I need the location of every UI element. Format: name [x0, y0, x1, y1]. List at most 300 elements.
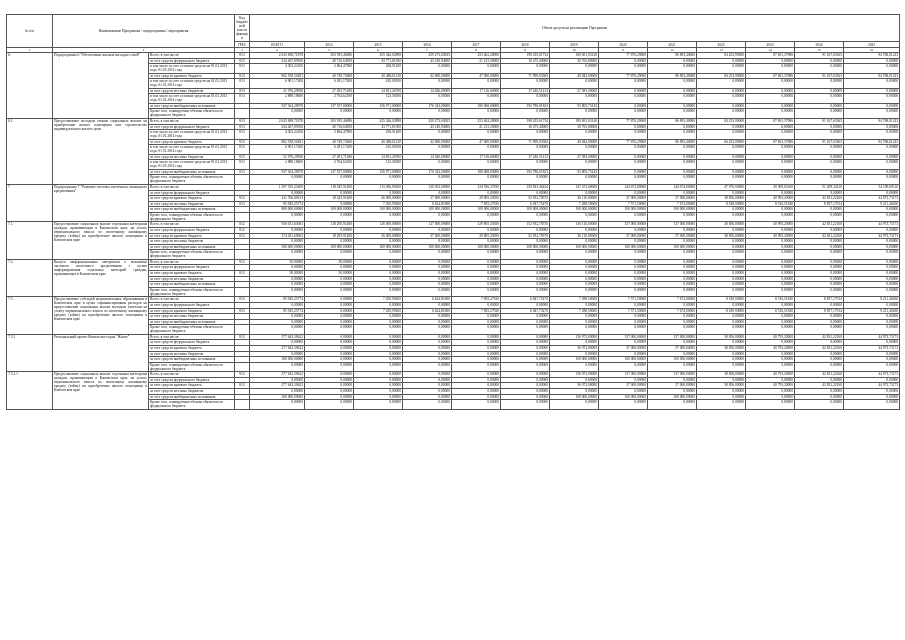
- year-value: 0,00000: [795, 94, 844, 104]
- year-value: 0,00000: [305, 212, 354, 222]
- year-value: 0,00000: [746, 228, 795, 234]
- year-value: 0,00000: [844, 58, 900, 64]
- year-value: 0,00000: [697, 154, 746, 160]
- total-value: 0,00000: [250, 109, 305, 119]
- funding-source-label: за счет средств внебюджетных источников: [149, 357, 235, 363]
- year-value: 51 209,32410: [795, 184, 844, 190]
- year-value: 0,00000: [844, 271, 900, 277]
- year-value: 0,00000: [599, 190, 648, 196]
- total-value: 0,00000: [250, 175, 305, 185]
- year-value: 52 932,78570: [501, 196, 550, 202]
- year-value: 0,00000: [501, 319, 550, 325]
- year-value: 0,00000: [746, 287, 795, 297]
- year-value: 0,00000: [403, 64, 452, 74]
- year-value: 0,00000: [452, 287, 501, 297]
- year-value: 0,00000: [746, 124, 795, 130]
- year-value: 0,00000: [550, 109, 599, 119]
- year-value: 0,00000: [844, 239, 900, 245]
- year-value: 0,00000: [746, 282, 795, 288]
- year-value: 100 000,00000: [550, 394, 599, 400]
- year-value: 0,00000: [746, 190, 795, 196]
- year-value: 0,00000: [844, 124, 900, 130]
- year-value: 0,00000: [501, 302, 550, 308]
- year-value: 0,00000: [599, 58, 648, 64]
- year-value: 0,00000: [795, 103, 844, 109]
- year-value: 0,00000: [354, 212, 403, 222]
- year-value: 0,00000: [746, 357, 795, 363]
- year-value: 0,00000: [746, 109, 795, 119]
- year-value: 0,00000: [501, 79, 550, 89]
- year-value: 44 973,73173: [844, 233, 900, 239]
- year-value: 0,00000: [844, 314, 900, 320]
- year-value: 40 842,00000: [550, 73, 599, 79]
- grbs-code: 812: [235, 228, 250, 234]
- year-value: 27 491,71280: [305, 154, 354, 160]
- year-value: 0,00000: [501, 271, 550, 277]
- year-value: 0,00000: [305, 250, 354, 260]
- year-value: 0,00000: [354, 400, 403, 410]
- grbs-code: 813: [235, 154, 250, 160]
- year-value: 100 000,00000: [550, 207, 599, 213]
- year-value: 0,00000: [354, 383, 403, 389]
- year-value: 36 110,00000: [550, 196, 599, 202]
- year-value: 38 856,00000: [697, 196, 746, 202]
- year-value: 2 764,62100: [305, 160, 354, 170]
- year-value: 180 068,00000: [452, 169, 501, 175]
- year-value: 0,00000: [697, 207, 746, 213]
- year-value: 0,00000: [501, 351, 550, 357]
- year-value: 40 793,20000: [746, 346, 795, 352]
- year-value: 27 583,00000: [550, 88, 599, 94]
- year-value: 0,00000: [648, 154, 697, 160]
- year-value: 0,00000: [354, 276, 403, 282]
- year-value: 0,00000: [501, 377, 550, 383]
- year-value: 36 972,00000: [550, 383, 599, 389]
- year-value: 14 831,26700: [354, 154, 403, 160]
- funding-source-label: Кроме того, планируемые объемы обязательств федерального бюджета: [149, 362, 235, 372]
- year-value: 0,00000: [550, 130, 599, 140]
- total-value: 0,00000: [250, 325, 305, 335]
- total-value: 2 043 698,71878: [250, 118, 305, 124]
- year-value: 0,00000: [795, 207, 844, 213]
- year-value: 0,00000: [746, 58, 795, 64]
- year-value: 0,00000: [501, 145, 550, 155]
- header-year: 2023: [746, 42, 795, 48]
- year-value: 0,00000: [746, 239, 795, 245]
- year-value: 0,00000: [599, 124, 648, 130]
- grbs-code: 813: [235, 201, 250, 207]
- year-value: 0,00000: [844, 94, 900, 104]
- year-value: 0,00000: [648, 190, 697, 196]
- year-value: 0,00000: [501, 276, 550, 282]
- grbs-code: [235, 287, 250, 297]
- year-value: 0,00000: [844, 250, 900, 260]
- year-value: 29 805,43050: [452, 233, 501, 239]
- total-value: 0,00000: [250, 228, 305, 234]
- year-value: 0,00000: [550, 276, 599, 282]
- year-value: 0,00000: [354, 372, 403, 378]
- year-value: 77 876,29000: [599, 118, 648, 124]
- year-value: 0,00000: [501, 228, 550, 234]
- year-value: 38 856,00000: [697, 372, 746, 378]
- funding-source-label: за счет средств краевого бюджета: [149, 233, 235, 239]
- program-name: Предоставление субсидий муниципальным образованиям в Камчатском крае в целях софинансирования расходов на предоставление социальных выплат молодым учителям на уплату первоначального взноса по ипотечному жилищному кредиту (займу) на приобретение жилого помещения в Камчатском крае: [53, 297, 149, 334]
- funding-source-label: за счет средств краевого бюджета: [149, 196, 235, 202]
- funding-source-label: Кроме того, планируемые объемы обязательств федерального бюджета: [149, 109, 235, 119]
- grbs-code: 813: [235, 64, 250, 74]
- year-value: 0,00000: [697, 351, 746, 357]
- year-value: 0,00000: [354, 239, 403, 245]
- year-value: 93 805,73143: [550, 169, 599, 175]
- year-value: 87 691,37986: [746, 139, 795, 145]
- funding-source-label: за счет средств местных бюджетов: [149, 201, 235, 207]
- year-value: 259 273,04925: [403, 53, 452, 59]
- year-value: 0,00000: [501, 400, 550, 410]
- year-value: 40 716,64950: [305, 124, 354, 130]
- year-value: 0,00000: [452, 145, 501, 155]
- year-value: 0,00000: [550, 271, 599, 277]
- year-value: 176 343,00000: [403, 169, 452, 175]
- program-name: Предоставление молодым семьям социальных выплат на приобретение жилого помещения или строительство индивидуального жилого дома: [53, 118, 149, 184]
- year-value: 0,00000: [550, 190, 599, 196]
- year-value: 0,00000: [795, 239, 844, 245]
- year-value: 0,00000: [746, 319, 795, 325]
- year-value: 192 786,01823: [501, 103, 550, 109]
- funding-source-label: за счет средств федерального бюджета: [149, 228, 235, 234]
- funding-source-label: за счет средств внебюджетных источников: [149, 169, 235, 175]
- year-value: 27 583,00000: [550, 154, 599, 160]
- year-value: 137 000,00000: [648, 372, 697, 378]
- year-value: 91 167,63365: [795, 139, 844, 145]
- year-value: 0,00000: [452, 64, 501, 74]
- grbs-code: 812: [235, 222, 250, 228]
- year-value: 0,00000: [403, 319, 452, 325]
- year-value: 0,00000: [697, 325, 746, 335]
- year-value: 42 000,00000: [403, 139, 452, 145]
- header-year: 2016: [403, 42, 452, 48]
- funding-source-label: за счет средств краевого бюджета: [149, 271, 235, 277]
- year-value: 180 691,03140: [550, 118, 599, 124]
- funding-source-label: Всего, в том числе:: [149, 184, 235, 190]
- year-value: 0,00000: [354, 271, 403, 277]
- year-value: 0,00000: [795, 250, 844, 260]
- year-value: 0,00000: [452, 276, 501, 282]
- year-value: 0,00000: [697, 212, 746, 222]
- year-value: 0,00000: [452, 130, 501, 140]
- grbs-code: 813: [235, 118, 250, 124]
- total-value: 377 643,39622: [250, 334, 305, 340]
- year-value: 0,00000: [697, 228, 746, 234]
- year-value: 36 972,00000: [550, 346, 599, 352]
- year-value: 0,00000: [550, 239, 599, 245]
- year-value: 0,00000: [844, 228, 900, 234]
- year-value: 0,00000: [305, 400, 354, 410]
- year-value: 180 691,03140: [550, 53, 599, 59]
- year-value: 0,00000: [501, 160, 550, 170]
- grbs-code: 813: [235, 297, 250, 303]
- total-value: 0,00000: [250, 282, 305, 288]
- year-value: 0,00000: [697, 79, 746, 89]
- funding-source-label: за счет средств внебюджетных источников: [149, 394, 235, 400]
- year-value: 0,00000: [354, 287, 403, 297]
- total-value: 277 643,39622: [250, 346, 305, 352]
- header-index-cell: 5: [305, 48, 354, 53]
- year-value: 0,00000: [746, 340, 795, 346]
- header-num: № п/п: [7, 15, 53, 48]
- year-value: 0,00000: [599, 145, 648, 155]
- year-value: 0,00000: [599, 239, 648, 245]
- year-value: 0,00000: [305, 276, 354, 282]
- year-value: 0,00000: [648, 58, 697, 64]
- year-value: 0,00000: [305, 175, 354, 185]
- year-value: 21 213,30000: [452, 124, 501, 130]
- year-value: 8 180,94900: [697, 201, 746, 207]
- year-value: 0,00000: [501, 190, 550, 196]
- year-value: 503 935,46086: [305, 118, 354, 124]
- year-value: 0,00000: [746, 244, 795, 250]
- row-number: 7.3: [7, 297, 53, 334]
- year-value: 0,00000: [501, 64, 550, 74]
- funding-source-label: за счет средств федерального бюджета: [149, 377, 235, 383]
- year-value: 37 000,00000: [599, 346, 648, 352]
- year-value: 255 346,02898: [354, 118, 403, 124]
- year-value: 0,00000: [403, 389, 452, 395]
- funding-source-label: за счет средств краевого бюджета: [149, 383, 235, 389]
- year-value: 0,00000: [550, 250, 599, 260]
- header-index-cell: 10: [550, 48, 599, 53]
- funding-source-label: Всего, в том числе:: [149, 297, 235, 303]
- year-value: 0,00000: [599, 287, 648, 297]
- year-value: 0,00000: [403, 259, 452, 265]
- year-value: 37 000,00000: [648, 233, 697, 239]
- year-value: 44 973,73173: [844, 334, 900, 340]
- year-value: 159 823,46434: [501, 184, 550, 190]
- year-value: 0,00000: [648, 160, 697, 170]
- year-value: 50,00000: [305, 271, 354, 277]
- year-value: 144 074,00000: [648, 184, 697, 190]
- year-value: 0,00000: [795, 319, 844, 325]
- year-value: 0,00000: [550, 259, 599, 265]
- year-value: 0,00000: [305, 287, 354, 297]
- year-value: 137 000,00000: [648, 222, 697, 228]
- year-value: 0,00000: [305, 314, 354, 320]
- year-value: 18 345,91400: [305, 196, 354, 202]
- grbs-code: 813: [235, 308, 250, 314]
- funding-source-label: за счет средств внебюджетных источников: [149, 244, 235, 250]
- year-value: 0,00000: [599, 282, 648, 288]
- year-value: 0,00000: [452, 228, 501, 234]
- year-value: 0,00000: [403, 130, 452, 140]
- year-value: 0,00000: [403, 228, 452, 234]
- program-name: Региональный проект Камчатского края "Жилье": [53, 334, 149, 371]
- year-value: 43 771,81500: [354, 124, 403, 130]
- funding-source-label: за счет средств местных бюджетов: [149, 154, 235, 160]
- year-value: 0,00000: [354, 190, 403, 196]
- grbs-code: 812: [235, 259, 250, 265]
- year-value: 0,00000: [452, 325, 501, 335]
- year-value: 134 936,37830: [452, 184, 501, 190]
- year-value: 0,00000: [599, 271, 648, 277]
- year-value: 0,00000: [452, 212, 501, 222]
- total-value: 2 043 698,71878: [250, 53, 305, 59]
- year-value: 38 856,00000: [697, 334, 746, 340]
- total-value: 0,00000: [250, 351, 305, 357]
- year-value: 410,00100: [354, 145, 403, 155]
- total-value: 85 945,25774: [250, 308, 305, 314]
- header-index-cell: 15: [795, 48, 844, 53]
- year-value: 0,00000: [648, 79, 697, 89]
- year-value: 0,00000: [844, 302, 900, 308]
- year-value: 17 246,51413: [501, 154, 550, 160]
- header-year: 2025: [844, 42, 900, 48]
- year-value: 0,00000: [550, 282, 599, 288]
- year-value: 44 973,73173: [844, 372, 900, 378]
- year-value: 0,00000: [403, 400, 452, 410]
- year-value: 0,00000: [697, 160, 746, 170]
- total-value: 0,00000: [250, 319, 305, 325]
- year-value: 0,00000: [501, 109, 550, 119]
- year-value: 0,00000: [403, 282, 452, 288]
- total-value: 0,00000: [250, 377, 305, 383]
- year-value: 0,00000: [844, 160, 900, 170]
- year-value: 0,00000: [305, 201, 354, 207]
- funding-source-label: за счет средств внебюджетных источников: [149, 319, 235, 325]
- grbs-code: 812: [235, 233, 250, 239]
- year-value: 77 876,29000: [599, 73, 648, 79]
- row-number: 7.1.: [7, 222, 53, 259]
- year-value: 0,00000: [452, 389, 501, 395]
- year-value: 0,00000: [795, 325, 844, 335]
- year-value: 71 999,03300: [501, 73, 550, 79]
- year-value: 0,00000: [354, 377, 403, 383]
- year-value: 0,00000: [403, 160, 452, 170]
- year-value: 0,00000: [648, 325, 697, 335]
- year-value: 0,00000: [599, 340, 648, 346]
- year-value: 0,00000: [746, 389, 795, 395]
- funding-source-label: за счет средств федерального бюджета: [149, 340, 235, 346]
- row-number: 7.: [7, 184, 53, 221]
- year-value: 0,00000: [648, 130, 697, 140]
- year-value: 40 842,00000: [550, 139, 599, 145]
- year-value: 0,00000: [844, 154, 900, 160]
- year-value: 43 140,94000: [403, 124, 452, 130]
- year-value: 100 000,00000: [599, 394, 648, 400]
- year-value: 44 973,73173: [844, 196, 900, 202]
- year-value: 42 831,22160: [795, 346, 844, 352]
- year-value: 26 000,00000: [354, 196, 403, 202]
- year-value: 8 857,17914: [795, 297, 844, 303]
- year-value: 0,00000: [403, 265, 452, 271]
- grbs-code: 813: [235, 169, 250, 175]
- grbs-code: 812: [235, 271, 250, 277]
- year-value: 0,00000: [452, 282, 501, 288]
- year-value: 0,00000: [354, 250, 403, 260]
- year-value: 40 716,64950: [305, 58, 354, 64]
- year-value: 136 972,00000: [550, 372, 599, 378]
- funding-source-label: за счет средств федерального бюджета: [149, 58, 235, 64]
- year-value: 40 793,20000: [746, 334, 795, 340]
- year-value: 0,00000: [452, 346, 501, 352]
- year-value: 137 000,00000: [599, 334, 648, 340]
- year-value: 0,00000: [550, 175, 599, 185]
- year-value: 17 116,60000: [452, 88, 501, 94]
- year-value: 0,00000: [844, 130, 900, 140]
- grbs-code: [235, 325, 250, 335]
- year-value: 0,00000: [697, 259, 746, 265]
- year-value: 0,00000: [501, 212, 550, 222]
- year-value: 0,00000: [844, 190, 900, 196]
- header-name: Наименование Программы / подпрограммы / мероприятия: [53, 15, 235, 48]
- year-value: 0,00000: [746, 169, 795, 175]
- year-value: 40 749,72660: [305, 139, 354, 145]
- year-value: 0,00000: [844, 282, 900, 288]
- year-value: 42 831,22160: [795, 222, 844, 228]
- year-value: 0,00000: [452, 340, 501, 346]
- year-value: 21 213,30000: [452, 58, 501, 64]
- row-number: 6.1.: [7, 118, 53, 184]
- year-value: 0,00000: [746, 175, 795, 185]
- year-value: 0,00000: [599, 302, 648, 308]
- year-value: 84 253,99000: [697, 73, 746, 79]
- funding-source-label: Всего, в том числе:: [149, 334, 235, 340]
- year-value: 42 831,22160: [795, 196, 844, 202]
- year-value: 7 450,99200: [354, 308, 403, 314]
- year-value: 0,00000: [354, 357, 403, 363]
- row-number: 7.3.1: [7, 334, 53, 371]
- year-value: 0,00000: [452, 160, 501, 170]
- year-value: 0,00000: [697, 64, 746, 74]
- year-value: 37 000,00000: [648, 196, 697, 202]
- grbs-code: 813: [235, 73, 250, 79]
- funding-source-label: за счет средств федерального бюджета: [149, 302, 235, 308]
- total-value: 6 901,17200: [250, 79, 305, 89]
- year-value: 0,00000: [305, 357, 354, 363]
- total-value: 50,00000: [250, 259, 305, 265]
- year-value: 7 674,00000: [648, 308, 697, 314]
- header-index-cell: 2: [53, 48, 235, 53]
- year-value: 7 571,50000: [599, 201, 648, 207]
- funding-source-label: Кроме того, планируемые объемы обязательств федерального бюджета: [149, 212, 235, 222]
- year-value: 0,00000: [648, 389, 697, 395]
- total-value: 0,00000: [250, 362, 305, 372]
- year-value: 0,00000: [795, 362, 844, 372]
- year-value: 0,00000: [697, 103, 746, 109]
- year-value: 0,00000: [648, 109, 697, 119]
- grbs-code: [235, 400, 250, 410]
- year-value: 2 764,62100: [305, 94, 354, 104]
- header-index-cell: 8: [452, 48, 501, 53]
- year-value: 100 000,00000: [550, 244, 599, 250]
- total-value: 802 558,50281: [250, 139, 305, 145]
- year-value: 36 110,00000: [550, 233, 599, 239]
- header-year: 2018: [501, 42, 550, 48]
- year-value: 0,00000: [697, 124, 746, 130]
- total-value: 2 888,18600: [250, 160, 305, 170]
- year-value: 7 450,99200: [354, 201, 403, 207]
- year-value: 0,00000: [452, 400, 501, 410]
- year-value: 43 140,94000: [403, 58, 452, 64]
- year-value: 0,00000: [844, 394, 900, 400]
- year-value: 255 346,02898: [354, 53, 403, 59]
- year-value: 93 805,73143: [550, 103, 599, 109]
- year-value: 0,00000: [452, 259, 501, 265]
- year-value: 0,00000: [501, 357, 550, 363]
- year-value: 6 491,17200: [305, 145, 354, 155]
- total-value: 277 643,39622: [250, 383, 305, 389]
- year-value: 0,00000: [746, 154, 795, 160]
- year-value: 0,00000: [305, 351, 354, 357]
- year-value: 7 288,50000: [550, 201, 599, 207]
